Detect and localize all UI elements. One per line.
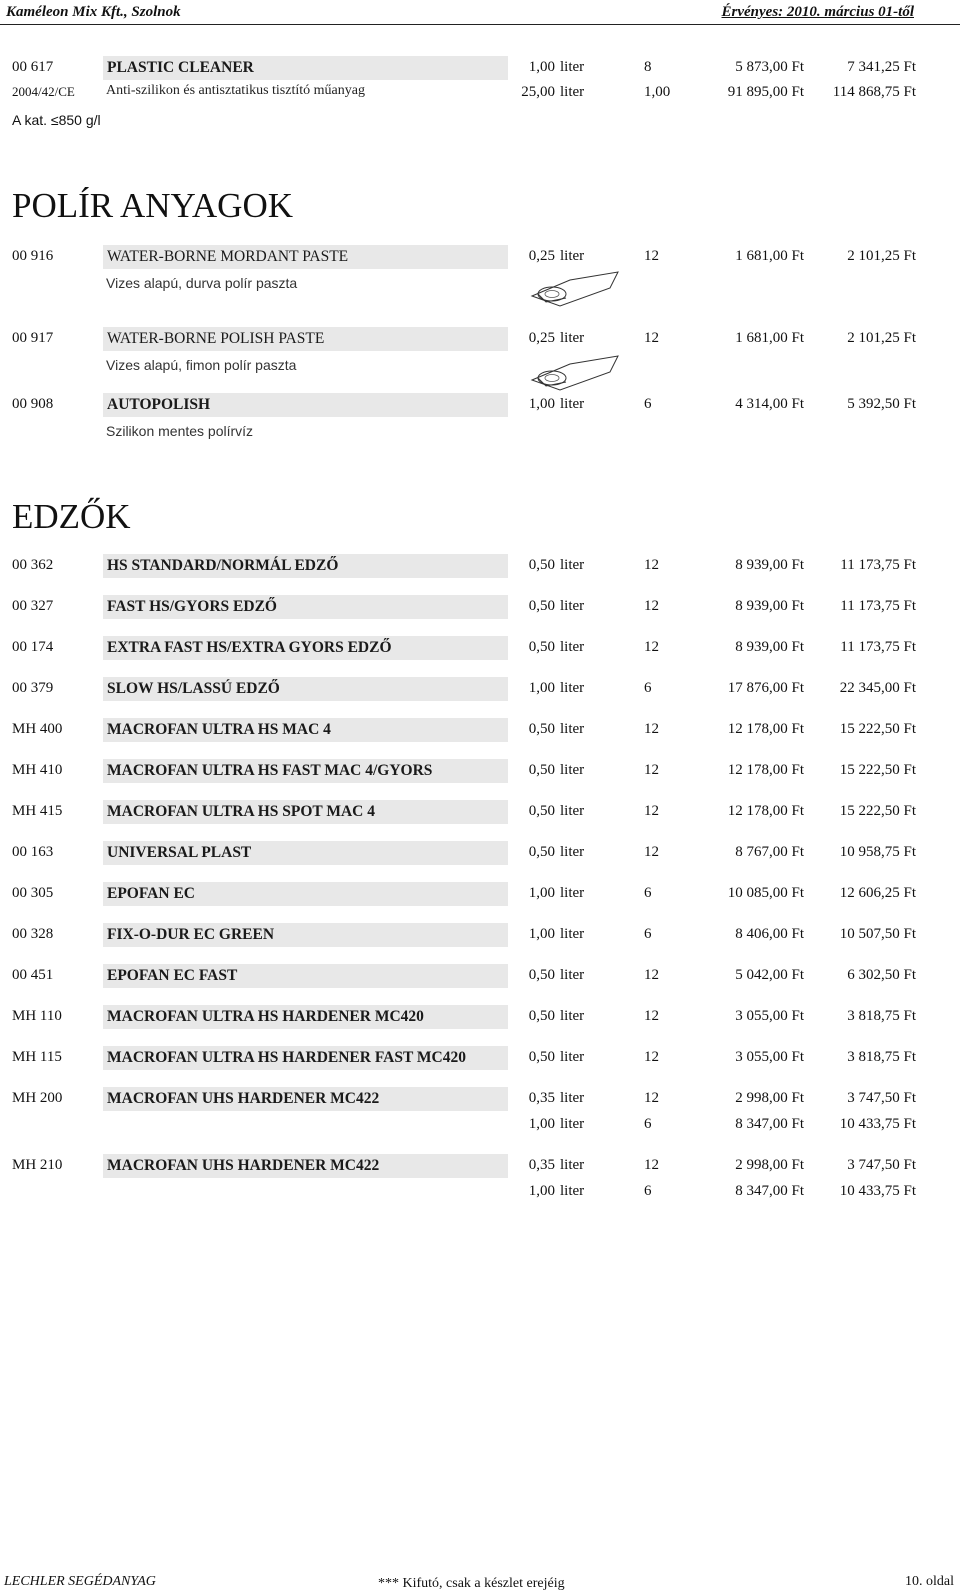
qty: 0,50 [528,639,555,655]
product-code: 00 327 [12,598,54,614]
paste-tube-icon [530,354,622,394]
gross-price: 10 433,75 Ft [839,1183,916,1199]
net-price: 12 178,00 Ft [727,762,804,778]
pack: 6 [644,926,652,942]
gross-price: 3 747,50 Ft [847,1090,916,1106]
unit: liter [560,844,585,860]
pack: 6 [644,680,652,696]
qty: 0,50 [528,598,555,614]
product-name: SLOW HS/LASSÚ EDZŐ [107,680,280,697]
qty: 0,50 [528,803,555,819]
product-name: EPOFAN EC [107,885,195,902]
gross-price: 5 392,50 Ft [847,396,916,412]
gross-price: 15 222,50 Ft [839,721,916,737]
gross-price: 11 173,75 Ft [840,639,916,655]
qty: 0,35 [528,1090,555,1106]
product-name: WATER-BORNE MORDANT PASTE [107,248,349,265]
net-price: 8 406,00 Ft [735,926,804,942]
gross-price: 11 173,75 Ft [840,598,916,614]
gross-price: 3 818,75 Ft [847,1049,916,1065]
qty: 0,50 [528,967,555,983]
unit: liter [560,330,585,346]
net-price: 5 042,00 Ft [735,967,804,983]
qty: 0,50 [528,721,555,737]
gross-price: 10 433,75 Ft [839,1116,916,1132]
net-price: 8 939,00 Ft [735,639,804,655]
product-name: MACROFAN ULTRA HS FAST MAC 4/GYORS [107,762,433,779]
product-code: 00 451 [12,967,54,983]
qty: 0,25 [528,330,555,346]
product-code: 00 362 [12,557,54,573]
validity-date: Érvényes: 2010. március 01-től [721,4,914,20]
unit: liter [560,803,585,819]
net-price: 2 998,00 Ft [735,1090,804,1106]
pack: 12 [644,1157,659,1173]
footer-category: LECHLER SEGÉDANYAG [4,1574,156,1589]
unit: liter [560,1049,585,1065]
paste-tube-icon [530,270,622,310]
qty: 25,00 [521,84,555,100]
product-description: Szilikon mentes polírvíz [106,423,254,439]
product-description: Vizes alapú, durva polír paszta [106,275,298,291]
product-code: 00 379 [12,680,54,696]
unit: liter [560,721,585,737]
product-description: Anti-szilikon és antisztatikus tisztító műanyag [106,83,365,98]
unit: liter [560,84,585,100]
pack: 12 [644,803,659,819]
product-code: 00 908 [12,396,54,412]
net-price: 12 178,00 Ft [727,803,804,819]
product-code: 00 174 [12,639,54,655]
net-price: 1 681,00 Ft [735,330,804,346]
product-name: FIX-O-DUR EC GREEN [107,926,275,943]
pack: 6 [644,1116,652,1132]
net-price: 8 767,00 Ft [735,844,804,860]
pack: 8 [644,59,652,75]
net-price: 8 347,00 Ft [735,1116,804,1132]
qty: 1,00 [528,1183,555,1199]
unit: liter [560,59,585,75]
pack: 12 [644,1008,659,1024]
pack: 6 [644,1183,652,1199]
gross-price: 10 958,75 Ft [839,844,916,860]
product-code: 00 617 [12,59,54,75]
net-price: 8 939,00 Ft [735,598,804,614]
product-name: EXTRA FAST HS/EXTRA GYORS EDZŐ [107,639,392,656]
qty: 0,50 [528,762,555,778]
qty: 0,35 [528,1157,555,1173]
product-code: MH 400 [12,721,63,737]
net-price: 3 055,00 Ft [735,1008,804,1024]
gross-price: 3 818,75 Ft [847,1008,916,1024]
gross-price: 114 868,75 Ft [832,84,916,100]
unit: liter [560,396,585,412]
unit: liter [560,885,585,901]
pack: 12 [644,557,659,573]
net-price: 91 895,00 Ft [727,84,804,100]
net-price: 1 681,00 Ft [735,248,804,264]
gross-price: 7 341,25 Ft [847,59,916,75]
qty: 0,25 [528,248,555,264]
product-code: MH 200 [12,1090,63,1106]
pack: 6 [644,396,652,412]
pack: 12 [644,844,659,860]
unit: liter [560,762,585,778]
unit: liter [560,639,585,655]
page-number: 10. oldal [905,1574,954,1589]
gross-price: 22 345,00 Ft [839,680,916,696]
pack: 12 [644,762,659,778]
qty: 1,00 [528,59,555,75]
product-name: MACROFAN UHS HARDENER MC422 [107,1090,380,1107]
pack: 12 [644,721,659,737]
product-name: MACROFAN ULTRA HS SPOT MAC 4 [107,803,375,820]
product-name: MACROFAN ULTRA HS HARDENER FAST MC420 [107,1049,466,1066]
product-name: MACROFAN ULTRA HS HARDENER MC420 [107,1008,424,1025]
unit: liter [560,1157,585,1173]
voc-category: A kat. ≤850 g/l [12,112,101,128]
gross-price: 2 101,25 Ft [847,330,916,346]
net-price: 12 178,00 Ft [727,721,804,737]
qty: 1,00 [528,885,555,901]
product-code: MH 415 [12,803,63,819]
unit: liter [560,1090,585,1106]
qty: 1,00 [528,680,555,696]
footer-note: *** Kifutó, csak a készlet erejéig [378,1576,565,1591]
product-name: UNIVERSAL PLAST [107,844,252,861]
unit: liter [560,1008,585,1024]
gross-price: 2 101,25 Ft [847,248,916,264]
unit: liter [560,598,585,614]
gross-price: 11 173,75 Ft [840,557,916,573]
pack: 1,00 [644,84,671,100]
pack: 12 [644,639,659,655]
pack: 6 [644,885,652,901]
section-title-polish: POLÍR ANYAGOK [12,186,293,225]
product-name: AUTOPOLISH [107,396,211,413]
pack: 12 [644,1049,659,1065]
section-title-hardeners: EDZŐK [12,497,131,536]
product-code: MH 410 [12,762,63,778]
company-name: Kaméleon Mix Kft., Szolnok [6,4,181,20]
product-code: MH 110 [12,1008,62,1024]
product-name: PLASTIC CLEANER [107,59,254,76]
net-price: 17 876,00 Ft [727,680,804,696]
qty: 1,00 [528,1116,555,1132]
product-code: 00 163 [12,844,54,860]
net-price: 3 055,00 Ft [735,1049,804,1065]
gross-price: 15 222,50 Ft [839,803,916,819]
product-name: HS STANDARD/NORMÁL EDZŐ [107,557,339,574]
product-name: EPOFAN EC FAST [107,967,238,984]
product-name: MACROFAN UHS HARDENER MC422 [107,1157,380,1174]
directive-code: 2004/42/CE [12,84,75,99]
gross-price: 6 302,50 Ft [847,967,916,983]
net-price: 2 998,00 Ft [735,1157,804,1173]
product-name: MACROFAN ULTRA HS MAC 4 [107,721,331,738]
pack: 12 [644,248,659,264]
product-code: MH 210 [12,1157,63,1173]
gross-price: 15 222,50 Ft [839,762,916,778]
net-price: 10 085,00 Ft [727,885,804,901]
product-code: 00 916 [12,248,54,264]
pack: 12 [644,598,659,614]
product-description: Vizes alapú, fimon polír paszta [106,357,297,373]
unit: liter [560,248,585,264]
unit: liter [560,557,585,573]
product-code: 00 328 [12,926,54,942]
product-code: MH 115 [12,1049,62,1065]
qty: 0,50 [528,1008,555,1024]
qty: 1,00 [528,396,555,412]
gross-price: 12 606,25 Ft [839,885,916,901]
qty: 0,50 [528,844,555,860]
product-code: 00 305 [12,885,54,901]
unit: liter [560,967,585,983]
net-price: 8 939,00 Ft [735,557,804,573]
net-price: 5 873,00 Ft [735,59,804,75]
product-name: WATER-BORNE POLISH PASTE [107,330,325,347]
product-name: FAST HS/GYORS EDZŐ [107,598,277,615]
unit: liter [560,1183,585,1199]
net-price: 8 347,00 Ft [735,1183,804,1199]
unit: liter [560,1116,585,1132]
pack: 12 [644,1090,659,1106]
pack: 12 [644,967,659,983]
qty: 0,50 [528,1049,555,1065]
gross-price: 10 507,50 Ft [839,926,916,942]
unit: liter [560,680,585,696]
qty: 1,00 [528,926,555,942]
gross-price: 3 747,50 Ft [847,1157,916,1173]
unit: liter [560,926,585,942]
pack: 12 [644,330,659,346]
qty: 0,50 [528,557,555,573]
header-divider [0,24,960,25]
product-code: 00 917 [12,330,54,346]
net-price: 4 314,00 Ft [735,396,804,412]
